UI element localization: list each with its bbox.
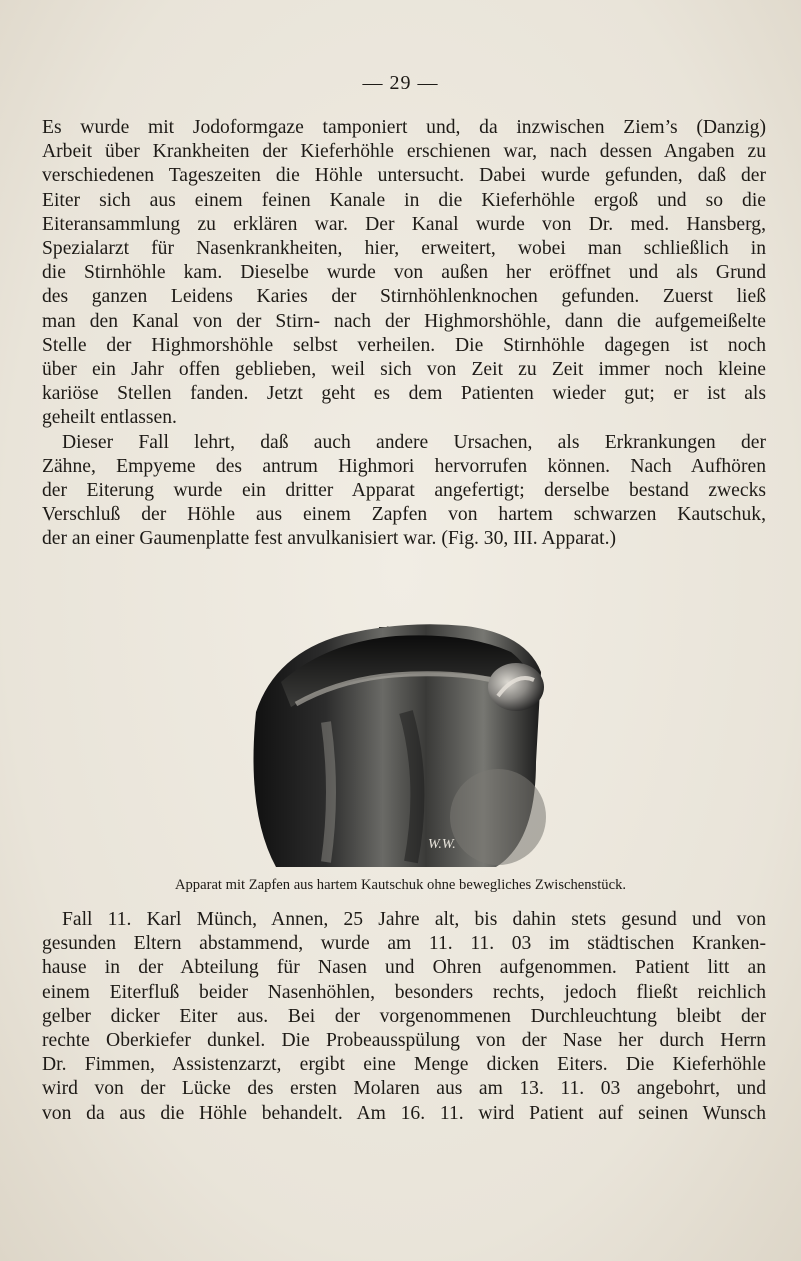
text-line: Spezialarzt für Nasenkrankheiten, hier, erweitert, wobei man schließlich in	[42, 238, 766, 260]
text-line: von da aus die Höhle behandelt. Am 16. 11. wird Patient auf seinen Wunsch	[42, 1102, 766, 1124]
text-line: hause in der Abteilung für Nasen und Ohren aufgenommen. Patient litt an	[42, 957, 766, 979]
text-line: Verschluß der Höhle aus einem Zapfen von hartem schwarzen Kautschuk,	[42, 504, 766, 526]
text-line: Eiteransammlung zu erklären war. Der Kanal wurde von Dr. med. Hansberg,	[42, 213, 766, 235]
text-line: über ein Jahr offen geblieben, weil sich von Zeit zu Zeit immer noch kleine	[42, 359, 766, 381]
text-line: Es wurde mit Jodoformgaze tamponiert und, da inzwischen Ziem’s (Danzig)	[42, 117, 766, 138]
plug-bulge	[450, 769, 546, 865]
text-line: einem Eiterfluß beider Nasenhöhlen, besonders rechts, jedoch fließt reichlich	[42, 981, 766, 1003]
page-number: — 29 —	[362, 72, 439, 94]
shading-band	[326, 722, 331, 862]
figure-caption: Apparat mit Zapfen aus hartem Kautschuk ohne bewegliches Zwischenstück.	[174, 877, 627, 893]
apparatus-drawing	[236, 612, 566, 877]
paragraph-block-2	[42, 908, 766, 1126]
text-line: geheilt entlassen.	[42, 407, 177, 429]
text-line: Dr. Fimmen, Assistenzarzt, ergibt eine Menge dicken Eiters. Die Kieferhöhle	[42, 1054, 766, 1076]
text-line: wird von der Lücke des ersten Molaren aus am 13. 11. 03 angebohrt, und	[42, 1078, 766, 1100]
text-line: rechte Oberkiefer dunkel. Die Probeausspülung von der Nase her durch Herrn	[42, 1030, 766, 1052]
text-line: Dieser Fall lehrt, daß auch andere Ursachen, als Erkrankungen der	[62, 431, 766, 453]
text-line: Eiter sich aus einem feinen Kanale in die Kieferhöhle ergoß und so die	[42, 189, 766, 211]
text-line: die Stirnhöhle kam. Dieselbe wurde von außen her eröffnet und als Grund	[42, 262, 766, 284]
text-line: Fall 11. Karl Münch, Annen, 25 Jahre alt, bis dahin stets gesund und von	[62, 909, 766, 930]
text-line: des ganzen Leidens Karies der Stirnhöhlenknochen gefunden. Zuerst ließ	[42, 286, 766, 308]
text-line: Zähne, Empyeme des antrum Highmori hervorrufen können. Nach Aufhören	[42, 455, 766, 477]
text-line: der Eiterung wurde ein dritter Apparat angefertigt; derselbe bestand zwecks	[42, 480, 766, 502]
artist-monogram: W.W.	[428, 837, 456, 852]
text-line: gelber dicker Eiter aus. Bei der vorgenommenen Durchleuchtung bleibt der	[42, 1005, 766, 1027]
text-line: verschiedenen Tageszeiten die Höhle untersucht. Dabei wurde gefunden, daß der	[42, 165, 766, 187]
text-line: Stelle der Highmorshöhle selbst verheilen. Die Stirnhöhle dagegen ist noch	[42, 334, 766, 356]
text-line: kariöse Stellen fanden. Jetzt geht es dem Patienten wieder gut; er ist als	[42, 383, 766, 405]
paragraph-block-1	[42, 116, 766, 552]
text-line: gesunden Eltern abstammend, wurde am 11. 11. 03 im städtischen Kranken-	[42, 933, 766, 955]
text-line: man den Kanal von der Stirn- nach der Highmorshöhle, dann die aufgemeißelte	[42, 310, 766, 332]
text-line: der an einer Gaumenplatte fest anvulkanisiert war. (Fig. 30, III. Apparat.)	[42, 528, 617, 550]
figure-apparatus-illustration	[236, 612, 566, 877]
text-line: Arbeit über Krankheiten der Kieferhöhle erschienen war, nach dessen Angaben zu	[42, 141, 766, 163]
plug-knob	[488, 663, 544, 711]
